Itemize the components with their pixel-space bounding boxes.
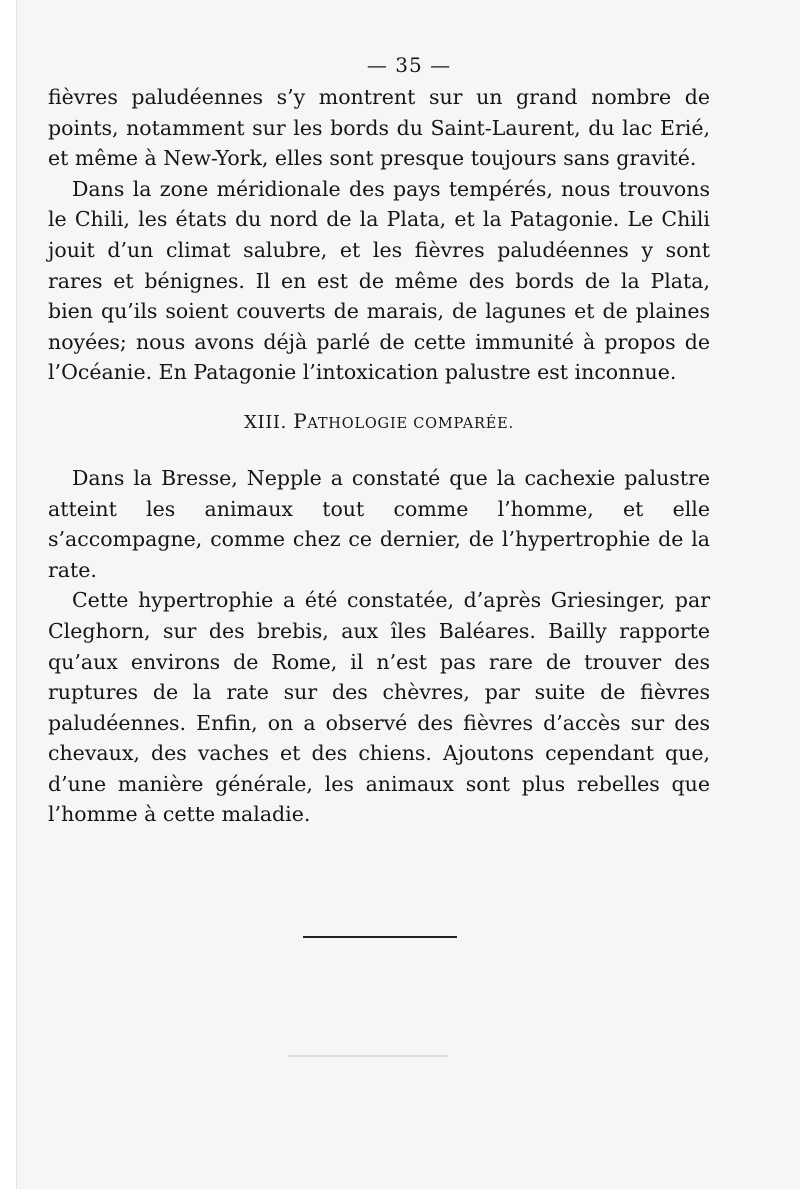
section-title-rest: ATHOLOGIE COMPARÉE. — [307, 415, 514, 432]
section-numeral: XIII. — [244, 411, 287, 433]
section-title-initial: P — [293, 408, 308, 433]
section-heading — [48, 406, 710, 439]
page-binding-edge — [0, 0, 17, 1189]
paragraph-hypertrophy: Cette hypertrophie a été constatée, d’après Griesinger, par Cleghorn, sur des brebis, aux îles Baléares. Bailly rapporte qu’aux environs de Rome, il n’est pas rare de trouver des ruptures de la rate sur des chèvres, par suite de fièvres paludéennes. Enfin, on a observé des fièvres d’accès sur des chevaux, des vaches et des chiens. Ajoutons cependant que, d’une manière générale, les animaux sont plus rebelles que l’homme à cette maladie. — [48, 588, 710, 827]
paragraph-southern-zone: Dans la zone méridionale des pays tempérés, nous trouvons le Chili, les états du nord de la Plata, et la Patagonie. Le Chili jouit d’un climat salubre, et les fièvres paludéennes y sont rares et bénignes. Il en est de même des bords de la Plata, bien qu’ils soient couverts de marais, de lagunes et de plaines noyées; nous avons déjà parlé de cette immunité à propos de l’Océanie. En Patagonie l’intoxication palustre est inconnue. — [48, 176, 710, 385]
page-body — [48, 48, 710, 830]
paragraph-bresse: Dans la Bresse, Nepple a constaté que la cachexie palustre atteint les animaux tout comme l’homme, et elle s’accompagne, comme chez ce dernier, de l’hypertrophie de la rate. — [48, 465, 710, 582]
bleed-through-rule — [288, 1055, 448, 1057]
closing-rule — [303, 936, 457, 938]
paragraph-continuation: fièvres paludéennes s’y montrent sur un grand nombre de points, notamment sur les bords du Saint-Laurent, du lac Erié, et même à New-York, elles sont presque toujours sans gravité. — [48, 85, 710, 171]
page-number: — 35 — — [366, 53, 452, 77]
